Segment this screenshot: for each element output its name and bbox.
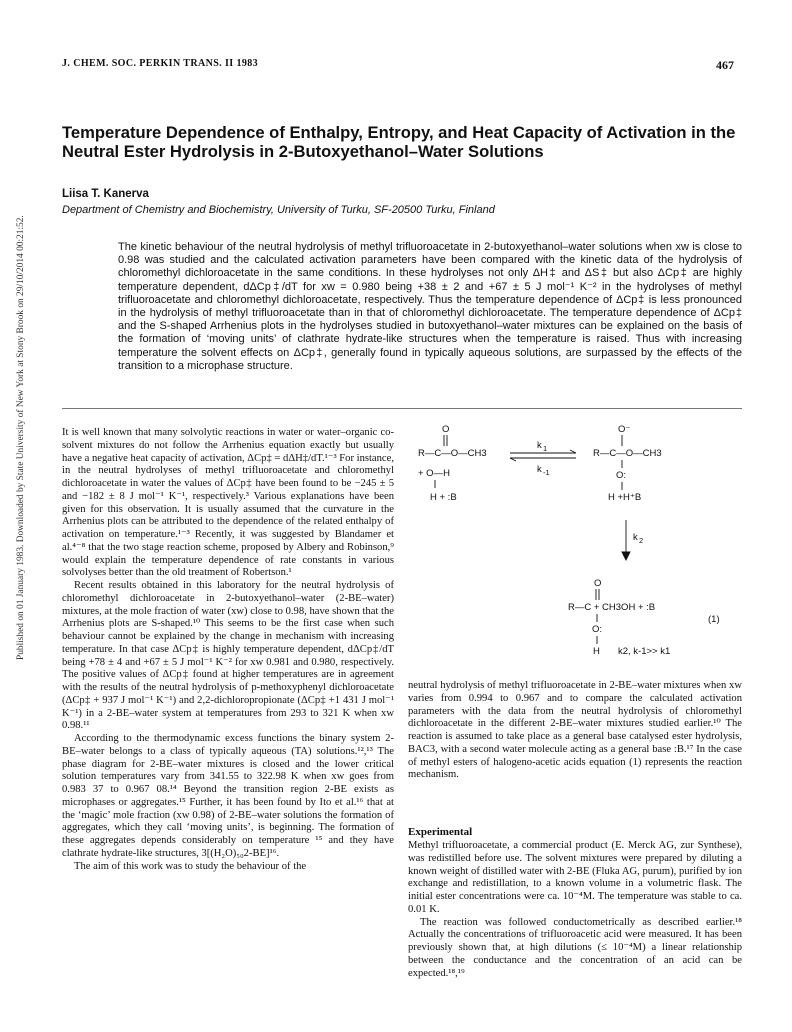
svg-text:2: 2 <box>639 536 644 545</box>
h-protonated-base: H +H⁺B <box>608 492 642 503</box>
k1-label: k <box>537 440 542 451</box>
affiliation: Department of Chemistry and Biochemistry, University of Turku, SF-20500 Turku, Finland <box>62 204 495 216</box>
intermediate-formula: R—C—O—CH3 <box>593 448 662 459</box>
section-heading: Experimental <box>408 826 473 838</box>
k2-label: k <box>633 532 638 543</box>
water-oh: + O—H <box>418 468 450 479</box>
experimental-section <box>408 840 742 980</box>
product-o: O <box>594 578 602 589</box>
rate-condition: k2, k-1>> k1 <box>618 646 671 657</box>
svg-text:1: 1 <box>543 444 548 453</box>
paragraph: Recent results obtained in this laboratory for the neutral hydrolysis of chloromethyl dichloroacetate in 2-butoxyethanol–water (2-BE–water) mixtures, at the mole fraction of water (xw) close to 0.98, have shown that the Arrhenius plots are S-shaped.¹⁰ This seems to be the first case when such behaviour cannot be explained by the change in mechanism with increasing temperature. In that case ΔCp‡ is highly temperature dependent, dΔCp‡/dT being +78 ± 4 and +67 ± 5 J mol⁻¹ K⁻² for xw 0.981 and 0.980, respectively. The positive values of ΔCp‡ found at higher temperatures are in agreement with the results of the neutral hydrolysis of p-methoxyphenyl dichloroacetate (ΔCp‡ + 937 J mol⁻¹ K⁻¹) and 2,2-dichloropropionate (ΔCp‡ +1 431 J mol⁻¹ K⁻¹) in a 2-BE–water system at temperatures from 293 to 321 K when xw 0.98.¹¹ <box>62 580 394 732</box>
right-column <box>408 680 742 782</box>
download-sidenote: Published on 01 January 1983. Downloaded by State University of New York at Stony Brook on 29/10/2014 00:21:52. <box>16 215 26 660</box>
svg-text:-1: -1 <box>543 468 550 477</box>
h-bottom: H <box>593 646 600 657</box>
k-1-label: k <box>537 464 542 475</box>
page-number: 467 <box>716 58 734 72</box>
paragraph: The aim of this work was to study the behaviour of the <box>74 860 307 872</box>
reactant-formula: R—C—O—CH3 <box>418 448 487 459</box>
journal-header: J. CHEM. SOC. PERKIN TRANS. II 1983 <box>62 58 259 69</box>
left-column <box>62 427 394 873</box>
paragraph: neutral hydrolysis of methyl trifluoroacetate in 2-BE–water mixtures when xw varies from 0.994 to 0.967 and to compare the calculated activation parameters with the data from the neutral hydrolysis of chloromethyl dichloroacetate in the different 2-BE–water mixtures studied earlier.¹⁰ The reaction is assumed to take place as a general base catalysed ester hydrolysis, BAC3, with a second water molecule acting as a general base :B.¹⁷ In the case of methyl esters of halogeno-acetic acids equation (1) represents the reaction mechanism. <box>408 680 742 781</box>
paragraph: The reaction was followed conductometrically as described earlier.¹⁸ Actually the concentrations of trifluoroacetic acid were measured. It has been previously shown that, at high dilutions (≤ 10⁻⁴M) a linear relationship between the conductance and the concentration of an acid can be expected.¹⁸,¹⁹ <box>408 916 742 979</box>
article-title: Temperature Dependence of Enthalpy, Entropy, and Heat Capacity of Activation in the Neutral Ester Hydrolysis in 2-Butoxyethanol–Water Solutions <box>62 123 736 161</box>
reaction-scheme <box>408 420 742 670</box>
products-formula: R—C + CH3OH + :B <box>568 602 656 613</box>
carbonyl-o: O <box>442 424 450 435</box>
abstract: The kinetic behaviour of the neutral hydrolysis of methyl trifluoroacetate in 2-butoxyethanol–water solutions when xw is close to 0.98 was studied and the calculated activation parameters have been compared with the kinetic data of the hydrolysis of chloromethyl dichloroacetate in the same conditions. In these hydrolyses not only ΔH‡ and ΔS‡ but also ΔCp‡ are highly temperature dependent, dΔCp‡/dT for xw = 0.980 being +38 ± 2 and +67 ± 5 J mol⁻¹ K⁻² in the hydrolyses of methyl trifluoroacetate and chloromethyl dichloroacetate, respectively. Thus the temperature dependence of ΔCp‡ is less pronounced in the hydrolysis of methyl trifluoroacetate than in that of chloromethyl dichloroacetate. The temperature dependence of ΔCp‡ and the S-shaped Arrhenius plots in the hydrolyses studied in butoxyethanol–water mixtures can be explained on the basis of the formation of ‘moving units’ of clathrate hydrate-like structures when the temperature is raised. Thus with increasing temperature the solvent effects on ΔCp‡, generally found in typically aqueous solutions, are surpassed by the effects of the transition to a microphase structure. <box>118 241 742 372</box>
oxide-o: O⁻ <box>618 424 631 435</box>
equation-label: (1) <box>708 614 720 625</box>
paragraph: Methyl trifluoroacetate, a commercial product (E. Merck AG, zur Synthese), was redistilled before use. The solvent mixtures were prepared by diluting a known weight of distilled water with 2-BE (Fluka AG, purum), purified by ion exchange and redistillation, to a known volume in a volumetric flask. The initial ester concentrations were ca. 10⁻⁴M. The temperature was stable to ca. 0.01 K. <box>408 840 742 915</box>
h-plus-base: H + :B <box>430 492 457 503</box>
paragraph: It is well known that many solvolytic reactions in water or water–organic co-solvent mixtures do not follow the Arrhenius equation exactly but usually have a negative heat capacity of activation, ΔCp‡ = dΔH‡/dT.¹⁻³ For instance, in the neutral hydrolyses of methyl trifluoroacetate and chloromethyl dichloroacetate in water the values of ΔCp‡ have been found to be −245 ± 5 and −182 ± 8 J mol⁻¹ K⁻¹, respectively.³ Various explanations have been given for this observation. It is usually assumed that the curvature in the Arrhenius plots can be attributed to the dependence of the related enthalpy of activation on temperature.¹⁻³ Recently, it was suggested by Blandamer et al.⁴⁻⁸ that the two stage reaction scheme, proposed by Albery and Robinson,⁹ would explain the temperature dependence of rate constants in various solvolyses better than the old treatment of Robertson.¹ <box>62 427 394 579</box>
author: Liisa T. Kanerva <box>62 188 149 200</box>
divider <box>62 408 742 409</box>
o-tag: O: <box>616 470 627 481</box>
o-bottom: O: <box>592 624 603 635</box>
paragraph: According to the thermodynamic excess functions the binary system 2-BE–water belongs to a class of typically aqueous (TA) solutions.¹²,¹³ The phase diagram for 2-BE–water mixtures is closed and the lower critical solution temperatures vary from 341.55 to 322.98 K when xw goes from 0.983 37 to 0.967 08.¹⁴ Beyond the transition region 2-BE exists as microphases or aggregates.¹⁵ Further, it has been found by Ito et al.¹⁶ that at the ‘magic’ mole fraction (xw 0.98) of 2-BE–water solutions the formation of aggregates, which they call ‘moving units’, is beginning. The formation of these aggregates depends considerably on temperature ¹⁵ and they have clathrate hydrate-like structures, 3[(H₂O)₅₀2-BE]¹⁶. <box>62 733 394 859</box>
